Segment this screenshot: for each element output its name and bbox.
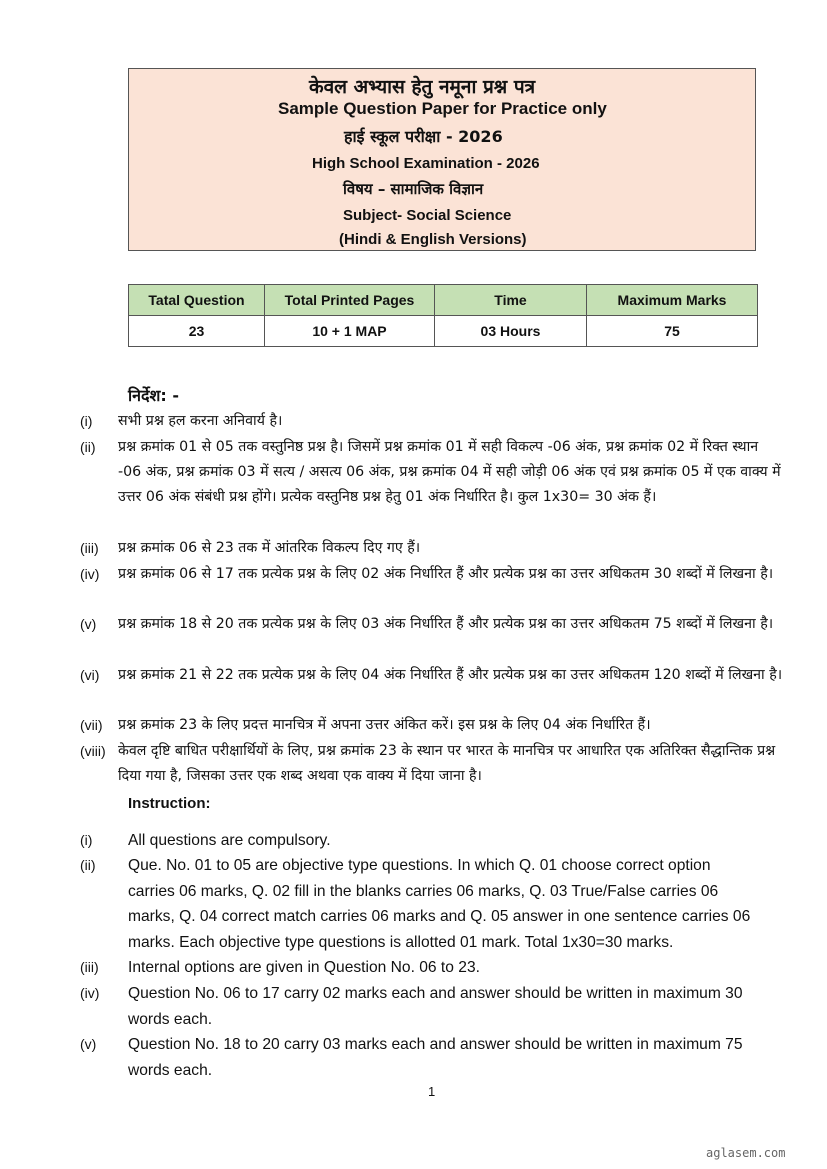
table-header-cell: Maximum Marks (587, 285, 758, 316)
table-header-cell: Tatal Question (129, 285, 265, 316)
item-number: (i) (80, 832, 93, 848)
page-number: 1 (428, 1084, 436, 1099)
table-header-row (129, 285, 758, 316)
item-number: (iv) (80, 985, 100, 1001)
watermark: aglasem.com (706, 1146, 786, 1160)
item-text: प्रश्न क्रमांक 23 के लिए प्रदत्त मानचित्र में अपना उत्तर अंकित करें। इस प्रश्न के लिए 04 अंक निर्धारित हैं। (118, 717, 651, 733)
item-text: प्रश्न क्रमांक 06 से 17 तक प्रत्येक प्रश्न के लिए 02 अंक निर्धारित हैं और प्रत्येक प्रश्न का उत्तर अधिकतम 30 शब्दों में लिखना है। (118, 566, 774, 582)
item-text: प्रश्न क्रमांक 21 से 22 तक प्रत्येक प्रश्न के लिए 04 अंक निर्धारित हैं और प्रत्येक प्रश्न का उत्तर अधिकतम 120 शब्दों में लिखना है। (118, 667, 783, 683)
item-text: सभी प्रश्न हल करना अनिवार्य है। (118, 413, 283, 429)
item-text: प्रश्न क्रमांक 06 से 23 तक में आंतरिक विकल्प दिए गए हैं। (118, 540, 421, 556)
table-cell: 10 + 1 MAP (265, 316, 435, 347)
subject-hindi: विषय – सामाजिक विज्ञान (343, 180, 484, 198)
header-box (128, 68, 756, 251)
item-text: Internal options are given in Question No. 06 to 23. (128, 959, 480, 976)
item-text: Que. No. 01 to 05 are objective type questions. In which Q. 01 choose correct option carries 06 marks, Q. 02 fill in the blanks carries 06 marks, Q. 03 True/False carries 06 marks, Q. 04 correct match carries 06 marks and Q. 05 answer in one sentence carries 06 marks. Each objective type questions is allotted 01 mark. Total 1x30=30 marks. (128, 857, 751, 951)
item-number: (v) (80, 616, 97, 632)
item-text: Question No. 06 to 17 carry 02 marks each and answer should be written in maximum 30 words each. (128, 985, 743, 1028)
item-number: (iv) (80, 566, 100, 582)
table-row (129, 316, 758, 347)
item-text: प्रश्न क्रमांक 01 से 05 तक वस्तुनिष्ठ प्रश्न है। जिसमें प्रश्न क्रमांक 01 में सही विकल्प -06 अंक, प्रश्न क्रमांक 02 में रिक्त स्थान -06 अंक, प्रश्न क्रमांक 03 में सत्य / असत्य 06 अंक, प्रश्न क्रमांक 04 में सही जोड़ी 06 अंक एवं प्रश्न क्रमांक 05 में एक वाक्य में उत्तर 06 अंक संबंधी प्रश्न होंगे। प्रत्येक वस्तुनिष्ठ प्रश्न हेतु 01 अंक निर्धारित है। कुल 1x30= 30 अंक हैं। (118, 439, 781, 505)
directions-title: निर्देश: - (128, 386, 180, 405)
item-number: (ii) (80, 857, 96, 873)
header-title-hindi: केवल अभ्यास हेतु नमूना प्रश्न पत्र (309, 76, 536, 98)
header-title-english: Sample Question Paper for Practice only (278, 99, 607, 118)
item-number: (v) (80, 1036, 97, 1052)
item-text: केवल दृष्टि बाधित परीक्षार्थियों के लिए, प्रश्न क्रमांक 23 के स्थान पर भारत के मानचित्र पर आधारित एक अतिरिक्त सैद्धान्तिक प्रश्न दिया गया है, जिसका उत्तर एक शब्द अथवा एक वाक्य में दिया जाना है। (118, 743, 776, 784)
item-number: (viii) (80, 743, 106, 759)
item-number: (ii) (80, 439, 96, 455)
item-text: Question No. 18 to 20 carry 03 marks each and answer should be written in maximum 75 words each. (128, 1036, 743, 1079)
item-number: (vii) (80, 717, 103, 733)
item-text: प्रश्न क्रमांक 18 से 20 तक प्रत्येक प्रश्न के लिए 03 अंक निर्धारित हैं और प्रत्येक प्रश्न का उत्तर अधिकतम 75 शब्दों में लिखना है। (118, 616, 774, 632)
item-text: All questions are compulsory. (128, 832, 331, 849)
table-header-cell: Total Printed Pages (265, 285, 435, 316)
table-header-cell: Time (435, 285, 587, 316)
table-cell: 23 (129, 316, 265, 347)
subject-english: Subject- Social Science (343, 207, 512, 224)
exam-name-english: High School Examination - 2026 (312, 155, 540, 172)
item-number: (iii) (80, 540, 99, 556)
item-number: (iii) (80, 959, 99, 975)
item-number: (vi) (80, 667, 100, 683)
exam-info-table (128, 284, 758, 347)
versions-note: (Hindi & English Versions) (339, 231, 527, 248)
exam-name-hindi: हाई स्कूल परीक्षा - 2026 (344, 127, 503, 146)
table-cell: 75 (587, 316, 758, 347)
table-cell: 03 Hours (435, 316, 587, 347)
instruction-title: Instruction: (128, 795, 211, 812)
item-number: (i) (80, 413, 93, 429)
